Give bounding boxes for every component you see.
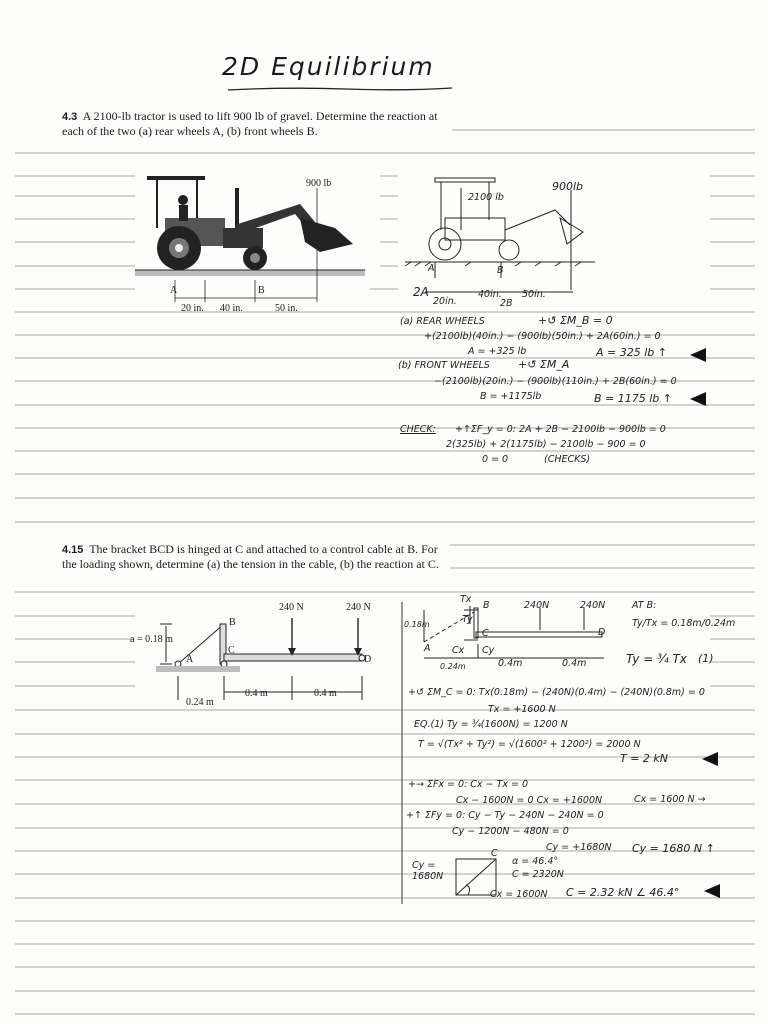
answer-marker-icon: [690, 348, 706, 362]
tractor-figure: [135, 170, 370, 320]
fig2-load1: 240 N: [279, 602, 304, 613]
sol2-fy-line: +↑ ΣFy = 0: Cy − Ty − 240N − 240N = 0: [406, 810, 604, 821]
sketch2-load1: 240N: [524, 600, 550, 611]
sol2-alpha: α = 46.4°: [512, 856, 559, 867]
problem-number: 4.15: [62, 544, 84, 556]
sol1-part-a-result: A = +325 lb: [468, 346, 527, 357]
fig2-load2: 240 N: [346, 602, 371, 613]
sol2-cy-res: Cy = +1680N: [546, 842, 612, 853]
title-underline: [226, 86, 456, 94]
sketch1-weight: 2100 lb: [468, 192, 504, 203]
problem-text: The bracket BCD is hinged at C and attached to a control cable at B. For the loading shown, determine (a) the tension in the cable, (b) the reaction at C.: [62, 542, 439, 571]
sol1-part-b-label: (b) FRONT WHEELS: [398, 360, 490, 371]
sol1-part-b-answer: B = 1175 lb ↑: [594, 392, 672, 405]
fig2-dim1: 0.4 m: [245, 688, 268, 699]
sketch2-cx: Cx: [452, 645, 465, 656]
sol1-part-b-moment: +↺ ΣM_A: [518, 358, 570, 371]
sketch1-b: B: [497, 265, 504, 276]
sketch2-ratio: Ty/Tx = 0.18m/0.24m: [632, 618, 736, 629]
sol2-t-line: T = √(Tx² + Ty²) = √(1600² + 1200²) = 2000 N: [418, 739, 641, 750]
sol2-tri-cx: Cx = 1600N: [490, 889, 548, 900]
sketch2-c: C: [482, 628, 489, 639]
fig1-dim-50: 50 in.: [275, 303, 298, 314]
sol1-part-a-answer: A = 325 lb ↑: [596, 346, 667, 359]
fig1-dim-20: 20 in.: [181, 303, 204, 314]
sol2-fy-res: Cy − 1200N − 480N = 0: [452, 826, 569, 837]
sol1-part-a-eq: +(2100lb)(40in.) − (900lb)(50in.) + 2A(60in.) = 0: [424, 331, 661, 342]
fig2-dim3: 0.24 m: [186, 697, 214, 708]
sol1-check-note: (CHECKS): [544, 454, 591, 465]
fig2-dim2: 0.4 m: [314, 688, 337, 699]
answer-marker-icon: [702, 752, 718, 766]
sol2-fx-line: +→ ΣFx = 0: Cx − Tx = 0: [408, 779, 529, 790]
sol1-part-b-result: B = +1175lb: [480, 391, 542, 402]
sol1-part-a-label: (a) REAR WHEELS: [400, 316, 485, 327]
sol2-t-answer: T = 2 kN: [620, 752, 669, 765]
sketch2-w1: 0.24m: [440, 662, 466, 671]
sketch2-b: B: [483, 600, 490, 611]
sketch2-tx: Tx: [460, 594, 472, 605]
sol2-cy-answer: Cy = 1680 N ↑: [632, 842, 715, 855]
fig1-dim-40: 40 in.: [220, 303, 243, 314]
sol2-c-mag: C = 2320N: [512, 869, 564, 880]
sketch1-2a: 2A: [413, 285, 429, 299]
sketch2-w3: 0.4m: [562, 658, 587, 669]
sol2-ty-line: EQ.(1) Ty = ¾(1600N) = 1200 N: [414, 719, 568, 730]
sol2-tri-c: C: [491, 848, 498, 859]
sketch2-w2: 0.4m: [498, 658, 523, 669]
fig2-pt-d: D: [364, 654, 372, 665]
sol2-tri-cy: Cy = 1680N: [412, 860, 444, 882]
sketch2-ty: Ty: [462, 614, 473, 625]
sol1-check-eq2: 2(325lb) + 2(1175lb) − 2100lb − 900 = 0: [446, 439, 646, 450]
sol2-c-answer: C = 2.32 kN ∠ 46.4°: [566, 886, 680, 899]
sol1-check-eq3: 0 = 0: [482, 454, 509, 465]
fig1-point-b: B: [258, 285, 265, 296]
sketch2-eq-no: (1): [698, 652, 714, 665]
sol2-cx-answer: Cx = 1600 N →: [634, 794, 706, 805]
sketch1-d1: 20in.: [433, 296, 457, 307]
sol1-part-a-moment: +↺ ΣM_B = 0: [538, 314, 613, 327]
sol1-check-eq1: +↑ΣF_y = 0: 2A + 2B − 2100lb − 900lb = 0: [455, 424, 666, 435]
fig2-pt-a: A: [186, 654, 194, 665]
sketch1-2b: 2B: [500, 298, 513, 309]
problem-4-3-statement: [62, 109, 452, 138]
problem-4-15-statement: [62, 542, 448, 571]
sketch2-d: D: [598, 627, 606, 638]
sketch1-d3: 50in.: [522, 289, 546, 300]
fig1-point-a: A: [170, 285, 178, 296]
sketch2-cy: Cy: [482, 645, 495, 656]
fig2-pt-b: B: [229, 617, 236, 628]
fig2-pt-c: C: [228, 645, 235, 656]
page-title: 2D Equilibrium: [222, 52, 435, 81]
sketch1-a: A: [428, 263, 435, 274]
sol2-fx-res: Cx − 1600N = 0 Cx = +1600N: [456, 795, 603, 806]
sketch2-h: 0.18m: [404, 620, 430, 629]
sketch2-load2: 240N: [580, 600, 606, 611]
problem-text: A 2100-lb tractor is used to lift 900 lb of gravel. Determine the reaction at each of the two (a) rear wheels A, (b) front wheels B.: [62, 109, 438, 138]
sketch2-a: A: [424, 643, 431, 654]
answer-marker-icon: [704, 884, 720, 898]
sol2-moment: +↺ ΣM_C = 0: Tx(0.18m) − (240N)(0.4m) − (240N)(0.8m) = 0: [408, 687, 705, 698]
fig2-a-dim: a = 0.18 m: [130, 634, 173, 645]
fig1-load-label: 900 lb: [306, 178, 332, 189]
sketch1-d2: 40in.: [478, 289, 502, 300]
sol1-check-label: CHECK:: [400, 424, 436, 435]
answer-marker-icon: [690, 392, 706, 406]
problem-number: 4.3: [62, 111, 78, 123]
sketch2-ty-eq: Ty = ¾ Tx: [626, 652, 687, 666]
sketch2-at-b: AT B:: [632, 600, 657, 611]
sketch1-load: 900lb: [552, 180, 584, 193]
sol1-part-b-eq: −(2100lb)(20in.) − (900lb)(110in.) + 2B(60in.) = 0: [434, 376, 677, 387]
sol2-tx-res: Tx = +1600 N: [488, 704, 556, 715]
